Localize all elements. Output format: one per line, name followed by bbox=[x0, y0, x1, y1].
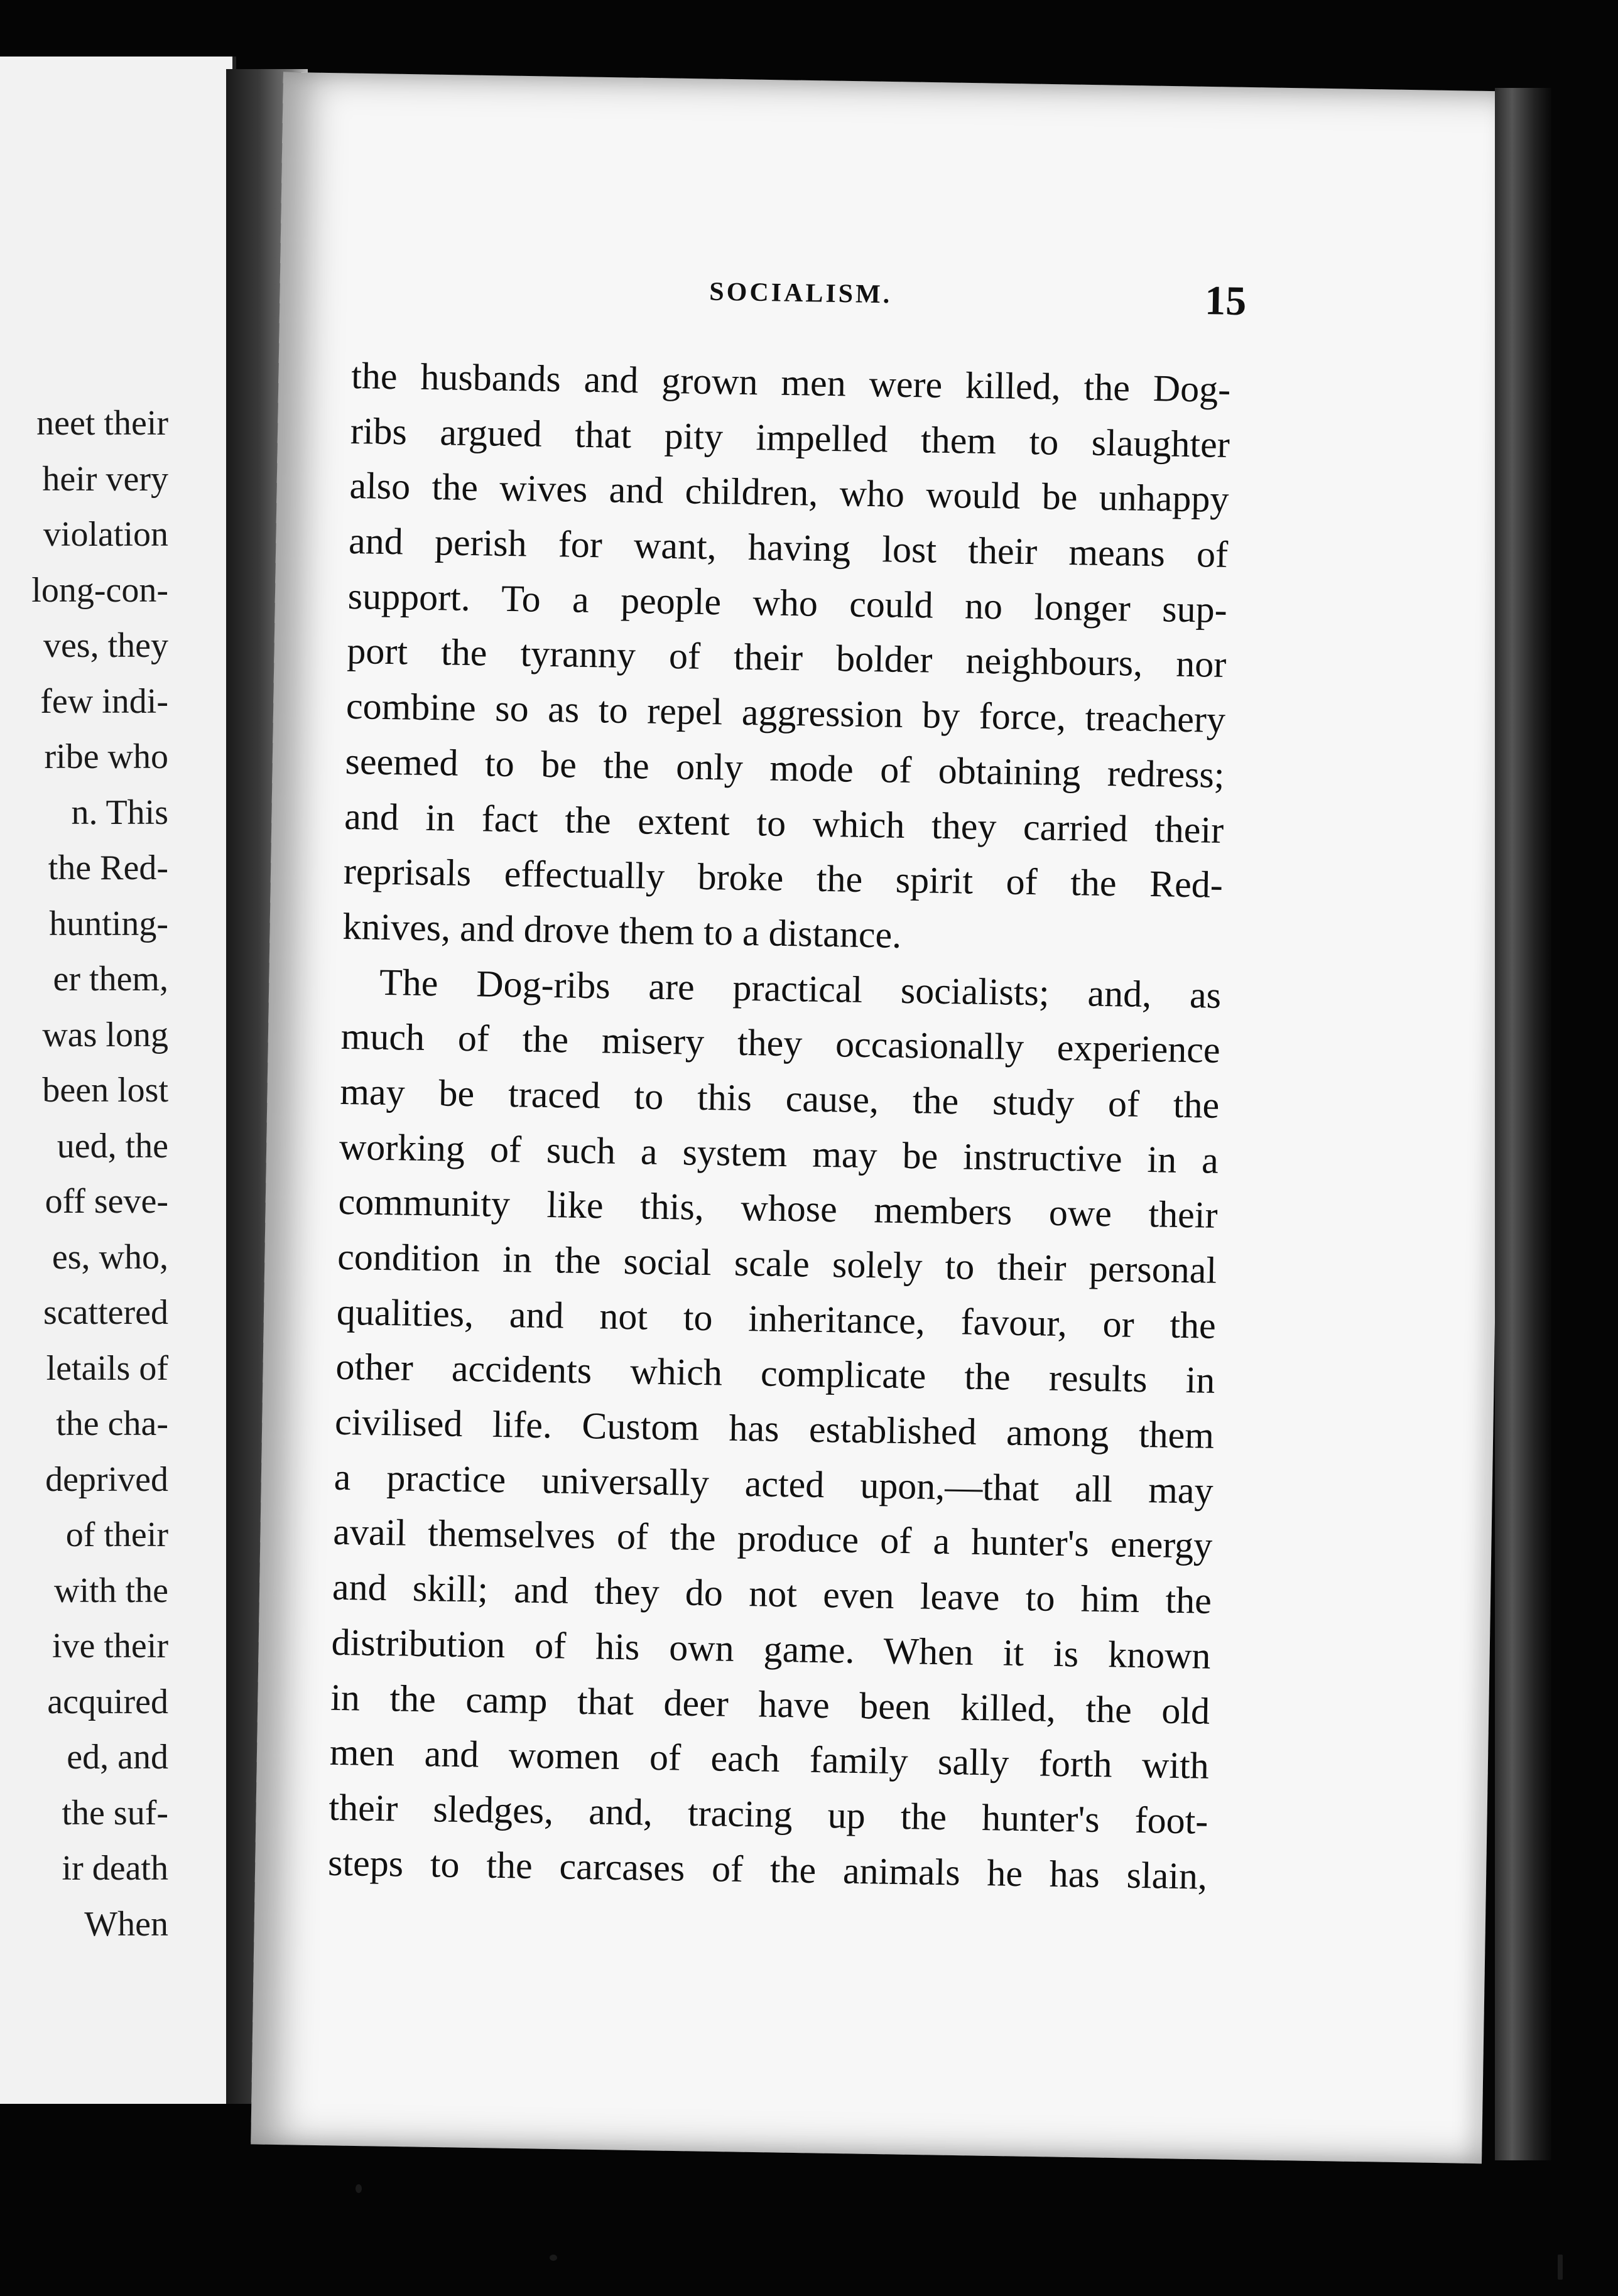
text-line: support. To a people who could no longer sup- bbox=[347, 575, 1228, 631]
left-line: off seve- bbox=[45, 1182, 168, 1221]
text-line: a practice universally acted upon,—that all may bbox=[334, 1456, 1214, 1512]
text-line: also the wives and children, who would be unhappy bbox=[349, 465, 1229, 521]
text-line: qualities, and not to inheritance, favour, or the bbox=[336, 1291, 1217, 1346]
text-line: may be traced to this cause, the study of the bbox=[339, 1070, 1220, 1126]
text-line: avail themselves of the produce of a hunter's energy bbox=[332, 1511, 1213, 1567]
left-line: scattered bbox=[43, 1293, 168, 1332]
left-line: neet their bbox=[36, 404, 168, 443]
left-line: few indi- bbox=[40, 681, 168, 721]
left-line: the Red- bbox=[48, 848, 168, 887]
page-edge-shadow bbox=[1495, 88, 1551, 2160]
text-line: civilised life. Custom has established among them bbox=[334, 1400, 1215, 1456]
text-line: their sledges, and, tracing up the hunter's foot- bbox=[328, 1786, 1208, 1842]
left-line: es, who, bbox=[52, 1237, 168, 1277]
page-number: 15 bbox=[1204, 278, 1247, 325]
text-line: port the tyranny of their bolder neighbours, nor bbox=[346, 630, 1227, 686]
text-line: and skill; and they do not even leave to him the bbox=[332, 1566, 1212, 1622]
left-line: letails of bbox=[46, 1348, 168, 1388]
left-line: ves, they bbox=[43, 626, 168, 665]
text-line: much of the misery they occasionally experience bbox=[340, 1015, 1221, 1071]
left-line: acquired bbox=[47, 1682, 168, 1721]
left-line: the cha- bbox=[56, 1404, 168, 1443]
left-line: er them, bbox=[53, 960, 168, 999]
left-page bbox=[0, 57, 236, 2104]
text-line: working of such a system may be instructive in a bbox=[339, 1125, 1219, 1181]
text-line: condition in the social scale solely to their personal bbox=[337, 1235, 1217, 1291]
text-line: seemed to be the only mode of obtaining redress; bbox=[345, 740, 1225, 796]
text-line: combine so as to repel aggression by force, treachery bbox=[345, 685, 1226, 741]
text-line: men and women of each family sally forth with bbox=[329, 1731, 1210, 1787]
left-line: violation bbox=[43, 515, 168, 554]
speck bbox=[356, 2184, 362, 2193]
text-line: The Dog-ribs are practical socialists; and, as bbox=[379, 961, 1222, 1016]
left-line: the suf- bbox=[62, 1793, 168, 1833]
text-line: knives, and drove them to a distance. bbox=[342, 905, 902, 956]
text-line: the husbands and grown men were killed, the Dog- bbox=[350, 354, 1231, 410]
text-line: distribution of his own game. When it is known bbox=[331, 1621, 1211, 1677]
left-line: been lost bbox=[42, 1071, 168, 1110]
left-line: When bbox=[84, 1904, 168, 1944]
text-line: and perish for want, having lost their means of bbox=[348, 520, 1229, 576]
left-line: ued, the bbox=[57, 1126, 168, 1166]
left-line: was long bbox=[42, 1015, 168, 1054]
text-line: reprisals effectually broke the spirit of the Red- bbox=[343, 850, 1224, 906]
left-line: long-con- bbox=[31, 570, 168, 610]
left-line: heir very bbox=[42, 459, 168, 499]
text-line: ribs argued that pity impelled them to slaughter bbox=[350, 409, 1230, 465]
speck bbox=[550, 2255, 557, 2261]
left-line: deprived bbox=[45, 1459, 168, 1499]
left-line: ir death bbox=[62, 1849, 168, 1888]
left-line: with the bbox=[54, 1571, 168, 1610]
body-text bbox=[327, 349, 1230, 1904]
text-line: steps to the carcases of the animals he has slain, bbox=[327, 1841, 1208, 1897]
text-line: other accidents which complicate the results in bbox=[335, 1346, 1215, 1402]
left-line: ive their bbox=[52, 1627, 168, 1665]
left-line: of their bbox=[65, 1515, 168, 1554]
left-line: hunting- bbox=[49, 904, 168, 943]
text-line: in the camp that deer have been killed, the old bbox=[330, 1676, 1210, 1732]
left-line: ed, and bbox=[67, 1738, 168, 1777]
running-head-title: SOCIALISM. bbox=[709, 277, 893, 310]
left-line: ribe who bbox=[44, 737, 168, 776]
left-page-text bbox=[0, 396, 168, 1952]
text-line: community like this, whose members owe their bbox=[338, 1181, 1219, 1237]
left-line: n. This bbox=[71, 793, 168, 832]
text-line: and in fact the extent to which they carried their bbox=[344, 795, 1224, 851]
speck bbox=[1558, 2255, 1563, 2280]
